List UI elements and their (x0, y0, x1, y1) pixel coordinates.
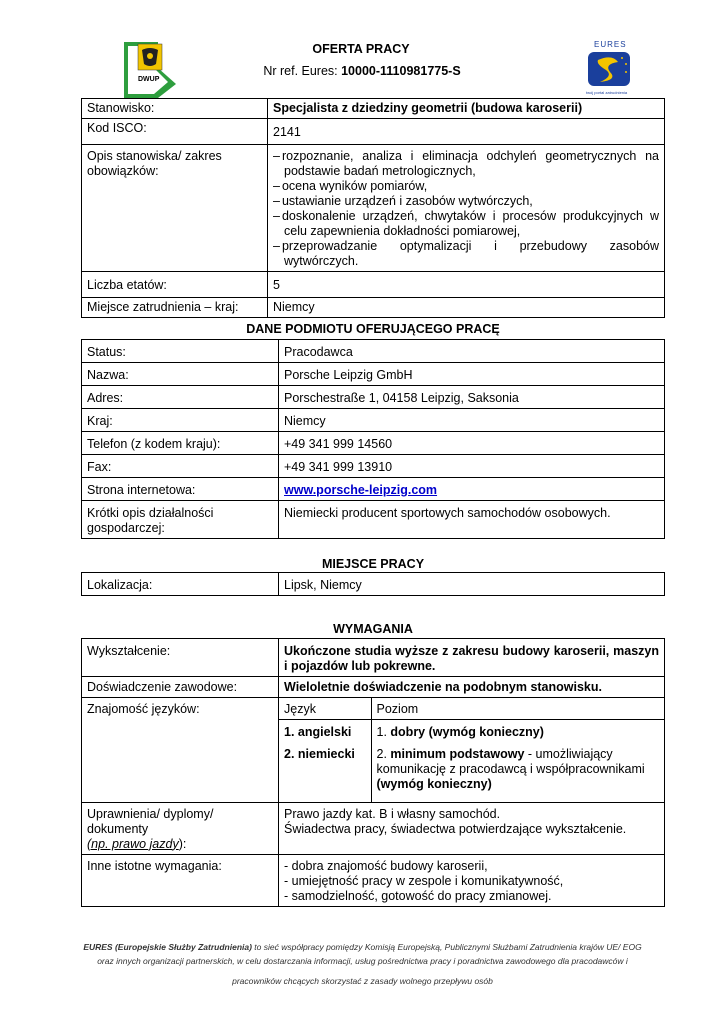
language-2: 2. niemiecki (284, 747, 355, 761)
website-label: Strona internetowa: (82, 478, 279, 501)
eures-logo (584, 40, 634, 98)
table-row (82, 854, 665, 906)
table-row (82, 340, 665, 363)
website-link[interactable]: www.porsche-leipzig.com (284, 483, 438, 497)
dwup-logo-text: DWUP (138, 76, 160, 83)
other-label: Inne istotne wymagania: (82, 854, 279, 906)
language-1-level (377, 725, 660, 740)
language-1: 1. angielski (284, 725, 352, 739)
list-item: – przeprowadzanie optymalizacji i przebudowy zasobów wytwórczych. (273, 239, 659, 269)
experience-value: Wieloletnie doświadczenie na podobnym stanowisku. (279, 677, 665, 698)
duties-list (273, 149, 659, 269)
footer-line-1 (60, 940, 665, 954)
offer-table (81, 98, 665, 318)
level-cell (371, 720, 664, 802)
description-value: Niemiecki producent sportowych samochodów osobowych. (279, 501, 665, 539)
country-label: Kraj: (82, 409, 279, 432)
table-row (82, 677, 665, 698)
dwup-logo (118, 38, 178, 100)
positions-value: 5 (268, 272, 665, 298)
position-value: Specjalista z dziedziny geometrii (budowa karoserii) (268, 99, 665, 119)
level-2-requirement: (wymóg konieczny) (376, 777, 492, 791)
table-row (279, 698, 664, 720)
level-1-prefix: 1. (376, 725, 391, 739)
name-value: Porsche Leipzig GmbH (279, 363, 665, 386)
eures-logo-text: EURES (594, 40, 627, 49)
table-row (82, 802, 665, 854)
language-cell (279, 720, 371, 802)
table-row (279, 720, 664, 802)
list-item: – ustawianie urządzeń i zasobów wytwórczych, (273, 194, 659, 209)
duties-label: Opis stanowiska/ zakres obowiązków: (82, 145, 268, 272)
position-label: Stanowisko: (82, 99, 268, 119)
table-row (82, 386, 665, 409)
reference-label: Nr ref. Eures: (263, 64, 342, 78)
table-row (82, 119, 665, 145)
table-row (82, 698, 665, 803)
permits-value-2: Świadectwa pracy, świadectwa potwierdzające wykształcenie. (284, 821, 627, 836)
page-title: OFERTA PRACY (312, 42, 410, 56)
table-row (82, 455, 665, 478)
name-label: Nazwa: (82, 363, 279, 386)
reference-value: 10000-1110981775-S (341, 64, 461, 78)
place-label: Miejsce zatrudnienia – kraj: (82, 298, 268, 318)
status-label: Status: (82, 340, 279, 363)
address-label: Adres: (82, 386, 279, 409)
languages-table (279, 698, 664, 802)
other-item-2: - umiejętność pracy w zespole i komunikatywność, (284, 873, 564, 888)
list-item: – doskonalenie urządzeń, chwytaków i procesów produkcyjnych w celu zapewnienia dokładności pomiarowej, (273, 209, 659, 239)
phone-value: +49 341 999 14560 (279, 432, 665, 455)
list-item: – rozpoznanie, analiza i eliminacja odchyleń geometrycznych na podstawie badań metrologicznych, (273, 149, 659, 179)
table-row (82, 478, 665, 501)
status-value: Pracodawca (279, 340, 665, 363)
language-2-level (377, 747, 660, 792)
other-item-3: - samodzielność, gotowość do pracy zmianowej. (284, 888, 552, 903)
footer-line-3: pracowników chcących skorzystać z zasady wolnego przepływu osób (232, 976, 493, 986)
address-value: Porschestraße 1, 04158 Leipzig, Saksonia (279, 386, 665, 409)
reference-number (262, 64, 462, 78)
languages-label: Znajomość języków: (82, 698, 279, 803)
footer-line-2: oraz innych organizacji partnerskich, w celu dostarczania informacji, usług pośrednictwa pracy i poradnictwa zawodowego dla pracodawców i (97, 956, 628, 966)
language-column-header: Język (284, 702, 316, 716)
employer-table (81, 339, 665, 539)
table-row (82, 145, 665, 272)
table-row (82, 272, 665, 298)
description-label: Krótki opis działalności gospodarczej: (82, 501, 279, 539)
workplace-heading: MIEJSCE PRACY (321, 557, 425, 571)
footer (60, 940, 665, 988)
location-value: Lipsk, Niemcy (279, 573, 665, 596)
table-row (82, 363, 665, 386)
level-1-text: dobry (wymóg konieczny) (390, 725, 544, 739)
education-value: Ukończone studia wyższe z zakresu budowy karoserii, maszyn i pojazdów lub pokrewne. (279, 639, 665, 677)
other-item-1: - dobra znajomość budowy karoserii, (284, 858, 488, 873)
education-label: Wykształcenie: (82, 639, 279, 677)
languages-cell (279, 698, 665, 803)
permits-label-cell (82, 802, 279, 854)
permits-label-note-line (87, 837, 273, 852)
experience-label: Doświadczenie zawodowe: (82, 677, 279, 698)
other-value-cell (279, 854, 665, 906)
place-value: Niemcy (268, 298, 665, 318)
country-value: Niemcy (279, 409, 665, 432)
permits-value-cell (279, 802, 665, 854)
requirements-heading: WYMAGANIA (333, 622, 413, 636)
level-2-rest: - umożliwiający komunikację z pracodawcą i współpracownikami (376, 747, 645, 776)
permits-label-note: (np. prawo jazdy (87, 836, 179, 851)
list-item: – ocena wyników pomiarów, (273, 179, 659, 194)
level-2-bold: minimum podstawowy (390, 747, 525, 761)
table-row (82, 409, 665, 432)
table-row (82, 639, 665, 677)
fax-label: Fax: (82, 455, 279, 478)
employer-heading: DANE PODMIOTU OFERUJĄCEGO PRACĘ (246, 322, 500, 336)
table-row (82, 501, 665, 539)
footer-line-1-rest: to sieć współpracy pomiędzy Komisją Europejską, Publicznymi Służbami Zatrudnienia krajów UE/ EOG (251, 942, 642, 952)
isco-value: 2141 (268, 119, 665, 145)
duties-list-cell (268, 145, 665, 272)
footer-eures-name: EURES (Europejskie Służby Zatrudnienia) (83, 942, 252, 952)
positions-label: Liczba etatów: (82, 272, 268, 298)
permits-label-tail: ): (178, 836, 187, 851)
phone-label: Telefon (z kodem kraju): (82, 432, 279, 455)
eures-logo-caption: twój portal zatrudnienia (586, 90, 628, 95)
table-row (82, 573, 665, 596)
website-cell (279, 478, 665, 501)
isco-label: Kod ISCO: (82, 119, 268, 145)
level-2-prefix: 2. (376, 747, 391, 761)
location-label: Lokalizacja: (82, 573, 279, 596)
workplace-table (81, 572, 665, 596)
fax-value: +49 341 999 13910 (279, 455, 665, 478)
permits-label: Uprawnienia/ dyplomy/ dokumenty (87, 806, 214, 836)
permits-value-1: Prawo jazdy kat. B i własny samochód. (284, 806, 501, 821)
table-row (82, 99, 665, 119)
level-column-header: Poziom (371, 698, 664, 720)
requirements-table (81, 638, 665, 907)
table-row (82, 432, 665, 455)
table-row (82, 298, 665, 318)
